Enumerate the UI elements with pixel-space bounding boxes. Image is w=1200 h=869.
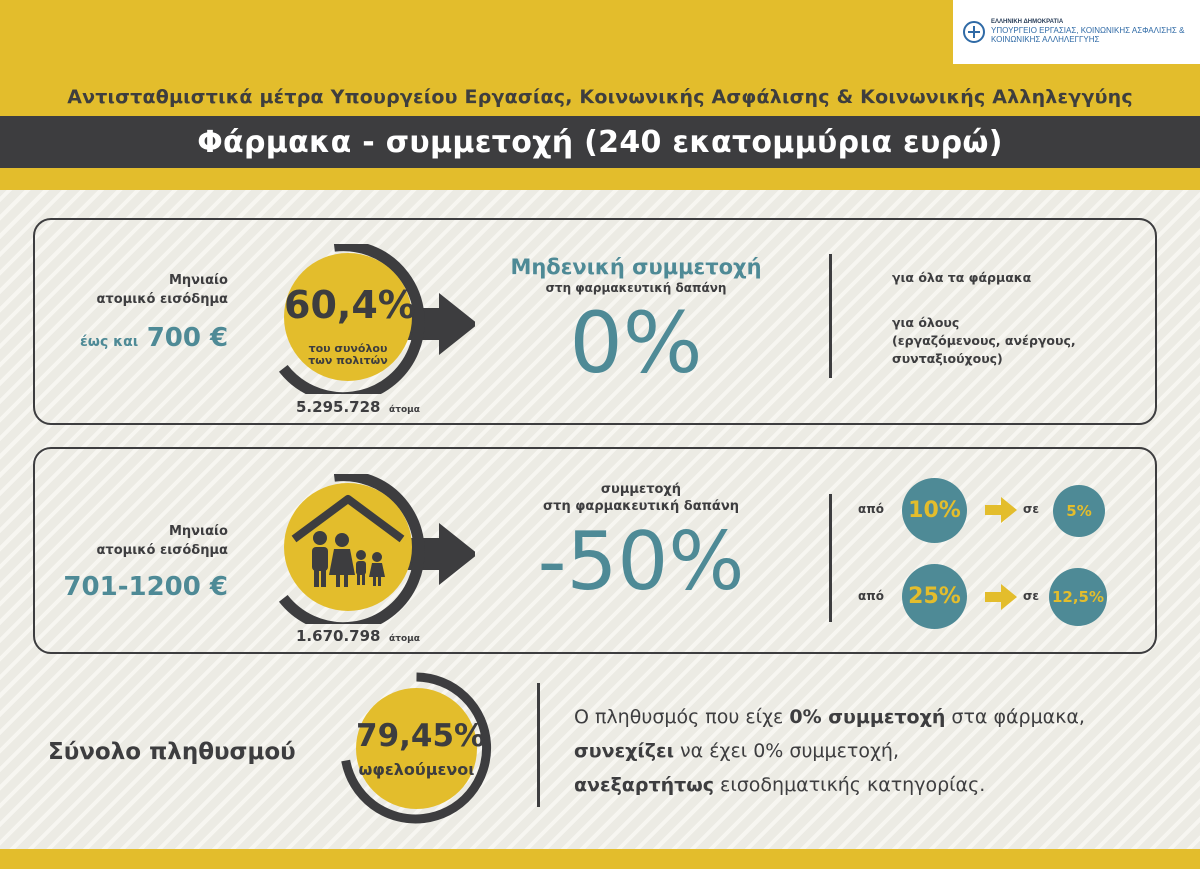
- logo-line-3: ΚΟΙΝΩΝΙΚΗΣ ΑΛΛΗΛΕΓΓΥΗΣ: [991, 35, 1100, 45]
- income-line-monthly: Μηνιαίο: [168, 273, 228, 288]
- half-participation-heading: συμμετοχή: [600, 482, 682, 497]
- income-label-1: [80, 272, 228, 357]
- note-for-everyone: για όλους: [892, 315, 960, 330]
- people-count-value-1: 5.295.728: [296, 398, 381, 416]
- reduction-to-value-1: 5%: [1053, 485, 1105, 537]
- ministry-logo: [953, 0, 1200, 64]
- family-circle: [275, 474, 475, 624]
- statement-line3-a: ανεξαρτήτως: [574, 774, 715, 796]
- total-statement: [574, 700, 1085, 802]
- reduction-from-value-1: 10%: [902, 478, 967, 543]
- statement-line2-a: συνεχίζει: [574, 740, 675, 762]
- total-benefit-disc: [356, 688, 486, 809]
- income-amount-2: 701-1200 €: [63, 571, 228, 602]
- reduction-from-label-1: από: [858, 502, 884, 516]
- zero-participation-subheading: στη φαρμακευτική δαπάνη: [545, 281, 727, 295]
- share-caption-line2: των πολιτών: [308, 354, 388, 368]
- arrow-right-icon: [985, 584, 1017, 610]
- page-title: Φάρμακα - συμμετοχή (240 εκατομμύρια ευρώ): [197, 124, 1003, 160]
- statement-line1-a: Ο πληθυσμός που είχε: [574, 706, 790, 728]
- income-label-2: [60, 523, 228, 606]
- reduction-to-value-2: 12,5%: [1049, 568, 1107, 626]
- divider-3: [537, 683, 540, 807]
- people-count-unit-1: άτομα: [389, 405, 420, 415]
- note-groups-line2: συνταξιούχους): [892, 351, 1003, 366]
- note-groups-line1: (εργαζόμενους, ανέργους,: [892, 333, 1076, 348]
- total-benefit-circle: [335, 667, 505, 827]
- reduction-to-label-1: σε: [1023, 502, 1040, 516]
- total-benefit-caption: ωφελούμενοι: [358, 760, 475, 779]
- people-count-2: [296, 626, 420, 645]
- divider-2: [829, 494, 832, 622]
- minus-fifty-percent-value: -50%: [537, 515, 745, 608]
- income-line-monthly-2: Μηνιαίο: [168, 524, 228, 539]
- people-count-1: [296, 397, 420, 416]
- share-caption: [284, 343, 412, 367]
- share-disc-60: [284, 253, 416, 381]
- half-participation-subheading: στη φαρμακευτική δαπάνη: [543, 499, 739, 514]
- people-count-value-2: 1.670.798: [296, 627, 381, 645]
- statement-line1-b: 0% συμμετοχή: [789, 706, 946, 728]
- share-circle-60: [275, 244, 475, 394]
- statement-line2-b: να έχει 0% συμμετοχή,: [674, 740, 900, 762]
- zero-participation-notes: [892, 270, 1076, 366]
- income-threshold-1: [80, 320, 228, 358]
- footer-band: [0, 849, 1200, 869]
- statement-line3-b: εισοδηματικής κατηγορίας.: [714, 774, 986, 796]
- zero-percent-value: 0%: [569, 294, 703, 392]
- people-count-unit-2: άτομα: [389, 634, 420, 644]
- reduction-from-value-2: 25%: [902, 564, 967, 629]
- title-bar: [0, 116, 1200, 168]
- income-amount-1: 700 €: [146, 322, 229, 353]
- family-house-icon: [284, 483, 412, 611]
- share-caption-line1: του συνόλου: [308, 342, 388, 355]
- zero-participation-heading: Μηδενική συμμετοχή: [510, 255, 762, 279]
- reduction-from-label-2: από: [858, 589, 884, 603]
- note-all-medicines: για όλα τα φάρμακα: [892, 270, 1032, 285]
- half-participation-block: [516, 482, 766, 606]
- greek-seal-icon: [963, 21, 985, 43]
- logo-line-2: ΥΠΟΥΡΓΕΙΟ ΕΡΓΑΣΙΑΣ, ΚΟΙΝΩΝΙΚΗΣ ΑΣΦΑΛΙΣΗΣ &: [991, 26, 1185, 36]
- income-prefix: έως και: [80, 333, 139, 350]
- total-benefit-percent: 79,45%: [356, 718, 486, 754]
- income-line-personal: ατομικό εισόδημα: [96, 291, 228, 307]
- divider-1: [829, 254, 832, 378]
- family-disc: [284, 483, 412, 611]
- arrow-right-icon: [985, 497, 1017, 523]
- statement-line-2: [574, 734, 1085, 768]
- total-population-label: Σύνολο πληθυσμού: [48, 739, 296, 765]
- statement-line-3: [574, 768, 1085, 802]
- page-subtitle: Αντισταθμιστικά μέτρα Υπουργείου Εργασίας, Κοινωνικής Ασφάλισης & Κοινωνικής Αλληλεγγύης: [67, 86, 1133, 108]
- zero-participation-block: [506, 255, 766, 392]
- statement-line1-c: στα φάρμακα,: [945, 706, 1085, 728]
- reduction-to-label-2: σε: [1023, 589, 1040, 603]
- logo-line-1: ΕΛΛΗΝΙΚΗ ΔΗΜΟΚΡΑΤΙΑ: [991, 19, 1064, 26]
- statement-line-1: [574, 700, 1085, 734]
- income-line-personal-2: ατομικό εισόδημα: [96, 542, 228, 558]
- share-percent-60: 60,4%: [284, 283, 416, 327]
